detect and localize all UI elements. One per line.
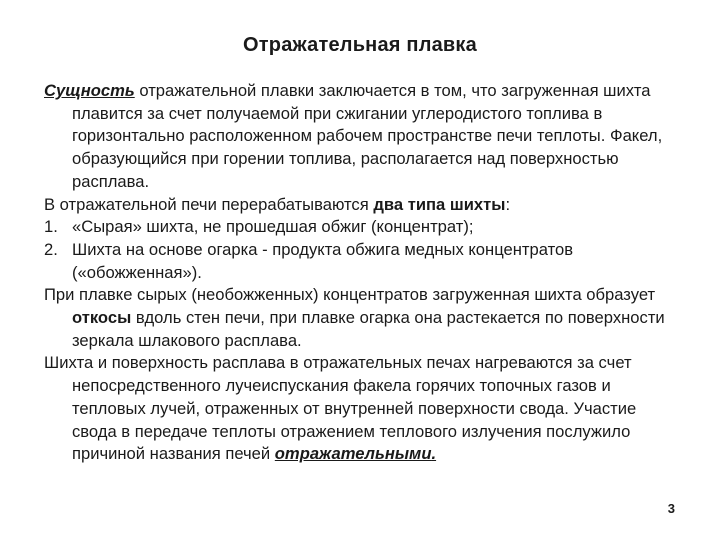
paragraph-heating-text: Шихта и поверхность расплава в отражательных печах нагреваются за счет непосредственного лучеиспускания факела горячих топочных газов и тепловых лучей, отраженных от внутренней поверхности свода. Участие свода в передаче теплоты отражением теплового излучения послужило причиной названия печей bbox=[44, 353, 637, 464]
paragraph-slopes bbox=[44, 284, 684, 352]
slide-body bbox=[44, 80, 684, 466]
paragraph-charge-types bbox=[44, 194, 684, 217]
list-item bbox=[44, 239, 684, 284]
term-reflective-period: . bbox=[431, 444, 437, 464]
paragraph-heating bbox=[44, 352, 684, 466]
paragraph-essence-text: отражательной плавки заключается в том, что загруженная шихта плавится за счет получаемой при сжигании углеродистого топлива в горизонтально расположенном рабочем пространстве печи теплоты. Факел, образующийся при горении топлива, располагается над поверхностью расплава. bbox=[72, 81, 663, 191]
paragraph-charge-types-after: : bbox=[505, 194, 511, 214]
list-item-text: Шихта на основе огарка - продукта обжига медных концентратов («обожженная»). bbox=[72, 239, 574, 282]
list-item bbox=[44, 216, 684, 239]
term-two-charge-types: два типа шихты bbox=[373, 194, 506, 214]
paragraph-charge-types-before: В отражательной печи перерабатываются bbox=[44, 194, 374, 214]
list-item-number: 2. bbox=[44, 239, 58, 259]
page-number: 3 bbox=[667, 501, 675, 516]
paragraph-slopes-before: При плавке сырых (необожженных) концентратов загруженная шихта образует bbox=[44, 285, 656, 305]
list-item-number: 1. bbox=[44, 217, 58, 237]
slide-title: Отражательная плавка bbox=[243, 34, 477, 56]
term-essence: Сущность bbox=[44, 81, 135, 100]
paragraph-slopes-after: вдоль стен печи, при плавке огарка она растекается по поверхности зеркала шлакового расплава. bbox=[72, 308, 665, 350]
paragraph-essence bbox=[44, 80, 684, 194]
term-reflective: отражательными bbox=[274, 444, 432, 464]
term-slopes: откосы bbox=[72, 308, 132, 328]
list-item-text: «Сырая» шихта, не прошедшая обжиг (концентрат); bbox=[72, 217, 474, 237]
